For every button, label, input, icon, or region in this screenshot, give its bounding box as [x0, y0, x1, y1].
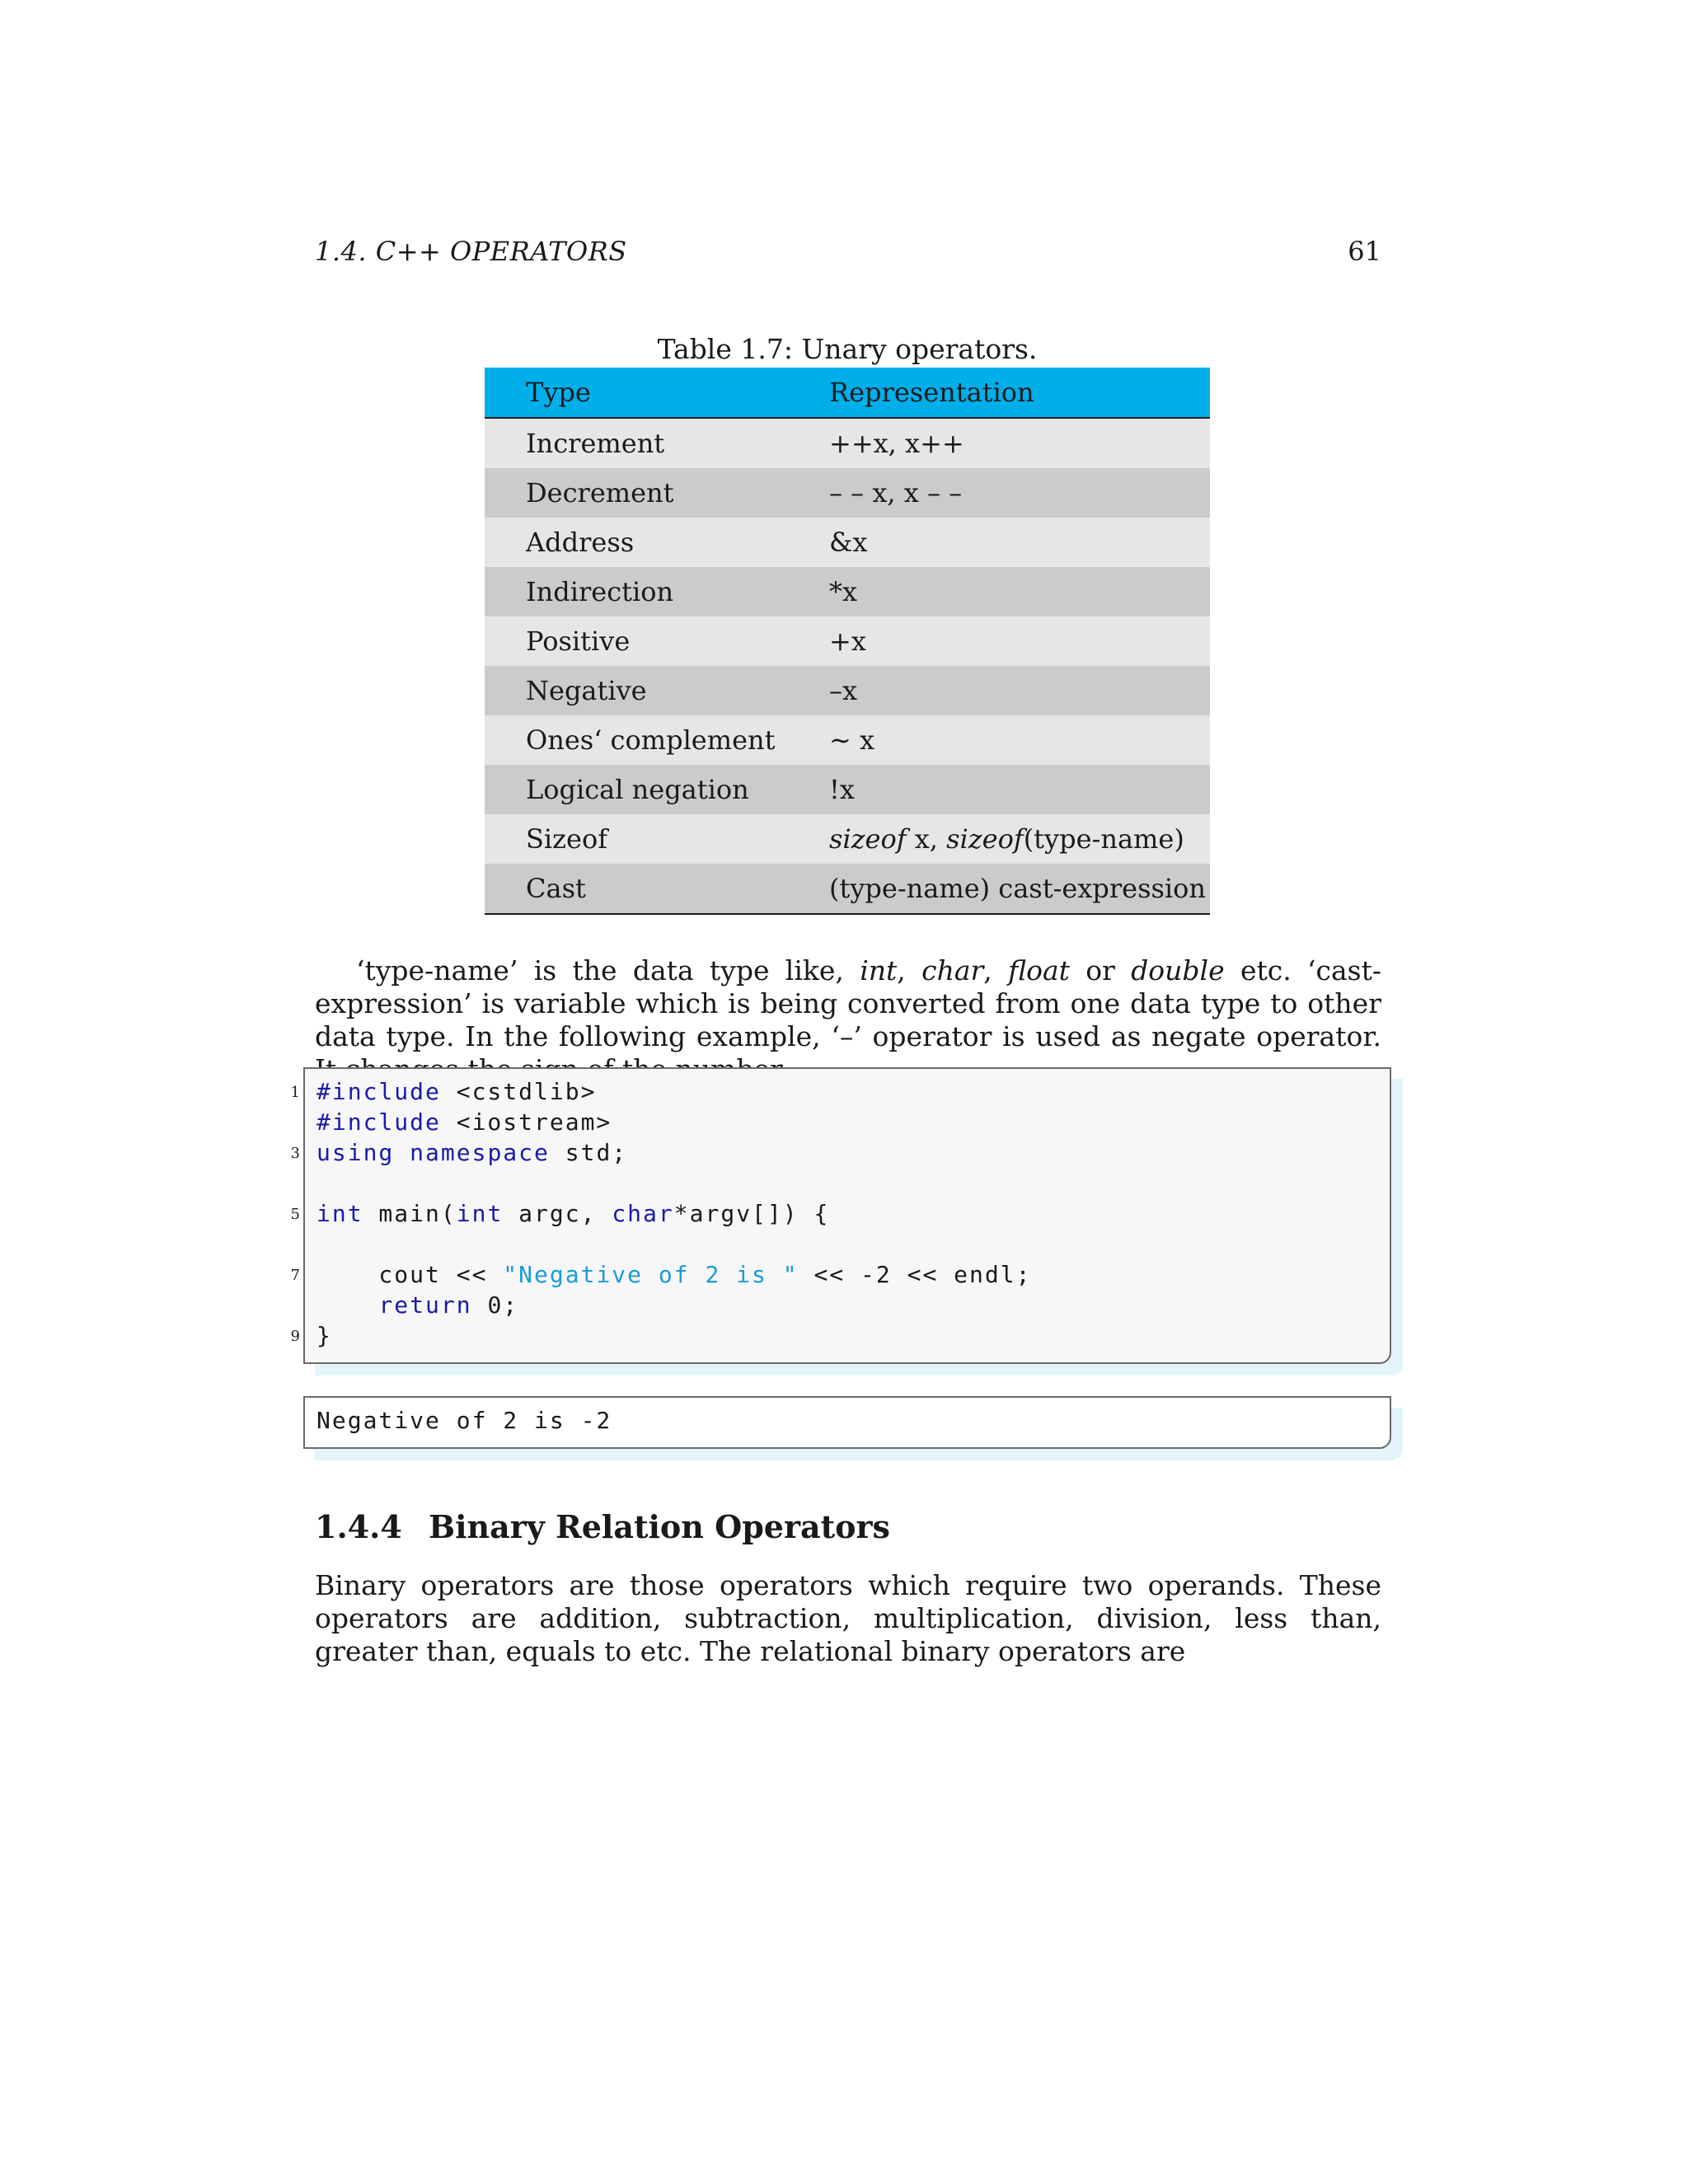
cell-representation: +x: [788, 616, 1210, 666]
cell-representation: !x: [788, 765, 1210, 814]
table-caption: Table 1.7: Unary operators.: [657, 333, 1038, 365]
cell-type: Address: [485, 518, 788, 567]
table-row: [485, 567, 1210, 616]
sizeof-operand: x,: [906, 823, 947, 855]
text-run: or: [1069, 954, 1132, 987]
body-paragraph: [315, 954, 1381, 1086]
table-row: [485, 468, 1210, 518]
cell-representation: ++x, x++: [788, 418, 1210, 468]
code-line: [316, 1320, 1372, 1351]
section-title: Binary Relation Operators: [429, 1508, 890, 1545]
sizeof-operand: (type-name): [1023, 823, 1184, 855]
italic-term: int: [860, 954, 898, 987]
text-run: etc. ‘cast-expression’ is variable which is being converted from one data type to other data type. In the following example, ‘–’ operator is used as negate operator.: [315, 954, 1382, 1052]
paragraph-text: Binary operators are those operators which require two operands. These operators are addition, subtraction, multiplication, division, less than, greater than, equals to etc. The relational binary operators are: [315, 1569, 1381, 1667]
column-header-type: Type: [485, 368, 788, 418]
code-line: [316, 1107, 1372, 1137]
table-header-row: [485, 368, 1210, 418]
cell-type: Ones‘ complement: [485, 715, 788, 765]
section-heading: [315, 1508, 890, 1545]
cell-type: Cast: [485, 864, 788, 914]
code-text: 0;: [471, 1291, 519, 1319]
line-number: [280, 1168, 300, 1198]
line-number: 5: [290, 1206, 300, 1223]
code-text: [316, 1291, 378, 1319]
cell-type: Indirection: [485, 567, 788, 616]
italic-term: double: [1131, 954, 1225, 987]
code-keyword: #include: [316, 1078, 441, 1105]
code-line: [316, 1137, 1372, 1168]
cell-type: Sizeof: [485, 814, 788, 864]
code-text: }: [316, 1322, 332, 1349]
line-number: [280, 1290, 300, 1320]
paragraph-text: [315, 954, 1381, 1086]
code-keyword: char: [612, 1200, 674, 1227]
code-text: [394, 1139, 410, 1166]
code-listing: [316, 1076, 1372, 1351]
unary-operators-table: [485, 368, 1210, 915]
text-run: ,: [897, 954, 922, 987]
code-text: std;: [549, 1139, 628, 1166]
code-keyword: int: [316, 1200, 363, 1227]
code-text: cout <<: [316, 1261, 504, 1288]
table-row: [485, 616, 1210, 666]
table-row: [485, 715, 1210, 765]
table-row: [485, 666, 1210, 715]
code-text: main(: [363, 1200, 457, 1227]
italic-term: char: [921, 954, 984, 987]
text-run: ,: [983, 954, 1009, 987]
code-line-numbers: [280, 1076, 300, 1351]
code-text: argc,: [503, 1200, 612, 1227]
cell-type: Decrement: [485, 468, 788, 518]
line-number: [280, 1229, 300, 1259]
cell-type: Negative: [485, 666, 788, 715]
code-line: [316, 1198, 1372, 1229]
code-line-blank: [316, 1229, 1372, 1259]
page-number: 61: [1348, 236, 1381, 267]
code-line-blank: [316, 1168, 1372, 1198]
code-text: <cstdlib>: [440, 1078, 597, 1105]
line-number: 9: [290, 1328, 300, 1345]
table-row: [485, 864, 1210, 914]
cell-representation: ∼ x: [788, 715, 1210, 765]
cell-representation: &x: [788, 518, 1210, 567]
cell-representation: –x: [788, 666, 1210, 715]
table-row: [485, 418, 1210, 468]
cell-type: Logical negation: [485, 765, 788, 814]
code-string: "Negative of 2 is ": [503, 1261, 799, 1288]
running-head: 1.4. C++ OPERATORS: [315, 236, 627, 267]
code-line: [316, 1259, 1372, 1290]
section-number: 1.4.4: [315, 1508, 402, 1545]
code-keyword: using: [316, 1139, 395, 1166]
italic-term: float: [1008, 954, 1070, 987]
code-keyword: return: [378, 1291, 472, 1319]
code-text: <iostream>: [440, 1108, 612, 1136]
line-number: 1: [290, 1084, 300, 1101]
cell-representation: *x: [788, 567, 1210, 616]
sizeof-keyword: sizeof: [829, 823, 907, 855]
code-keyword: namespace: [410, 1139, 550, 1166]
cell-type: Positive: [485, 616, 788, 666]
text-run: ‘type-name’ is the data type like,: [356, 954, 860, 987]
cell-representation: [788, 814, 1210, 864]
table-row: [485, 814, 1210, 864]
code-keyword: #include: [316, 1108, 441, 1136]
line-number: 7: [290, 1267, 300, 1284]
code-text: *argv[]) {: [673, 1200, 830, 1227]
code-line: [316, 1290, 1372, 1320]
table-row: [485, 518, 1210, 567]
sizeof-keyword: sizeof: [946, 823, 1024, 855]
program-output-text: Negative of 2 is -2: [316, 1407, 612, 1434]
cell-representation: – – x, x – –: [788, 468, 1210, 518]
code-keyword: int: [456, 1200, 504, 1227]
cell-type: Increment: [485, 418, 788, 468]
body-paragraph: [315, 1569, 1381, 1668]
code-line: [316, 1076, 1372, 1107]
column-header-representation: Representation: [788, 368, 1210, 418]
cell-representation: (type-name) cast-expression: [788, 864, 1210, 914]
code-text: << -2 << endl;: [798, 1261, 1032, 1288]
table-row: [485, 765, 1210, 814]
line-number: 3: [290, 1145, 300, 1162]
line-number: [280, 1107, 300, 1137]
